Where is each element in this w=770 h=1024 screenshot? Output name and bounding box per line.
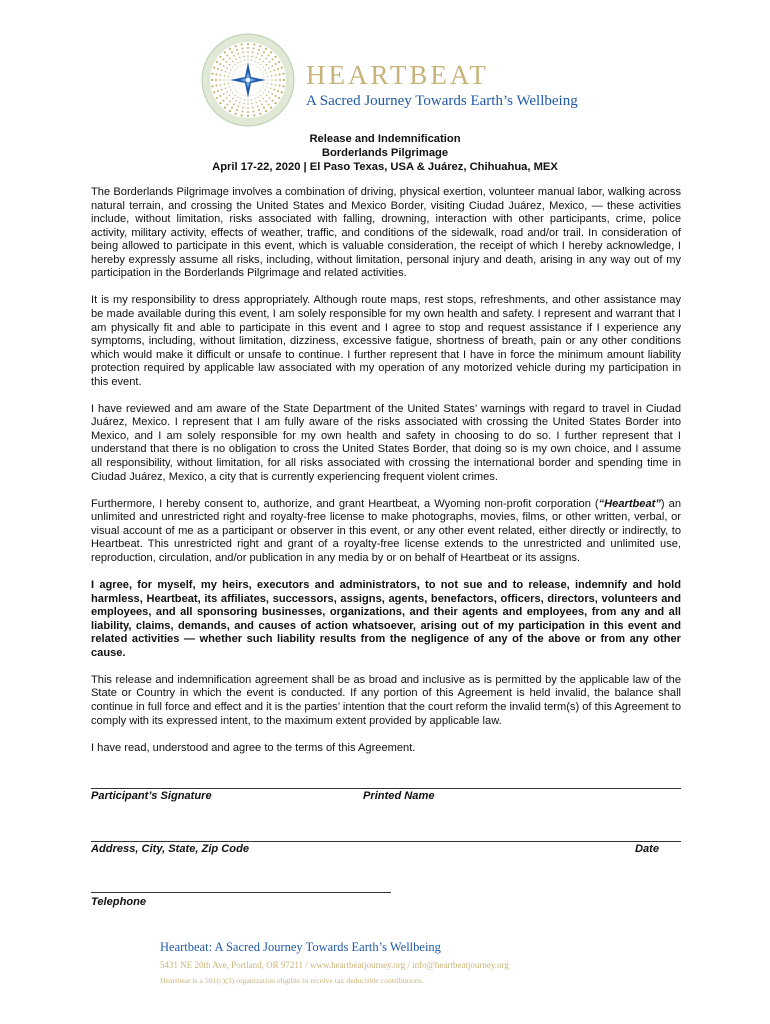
logo-ray-dot <box>219 56 221 58</box>
logo-ray-dot <box>237 67 238 68</box>
logo-ray-dot <box>235 100 237 102</box>
logo-ray-dot <box>219 63 221 65</box>
date-label: Date <box>635 843 660 855</box>
logo-ray-dot <box>263 74 264 75</box>
logo-ray-dot <box>216 61 218 63</box>
paragraph-risks: The Borderlands Pilgrimage involves a combination of driving, physical exertion, volunteer manual labor, walking across natural terrain, and crossing the United States and Mexico Border, visiting Ciudad Juárez, Mexico, — these activities include, without limitation, risks associated with falling, drowning, interaction with other participants, crime, police activity, military activity, effects of weather, traffic, and conditions of the sidewalk, road and/or trail. In consideration of being allowed to participate in this event, which is valuable consideration, the receipt of which I hereby acknowledge, I hereby expressly assume all risks, including, without limitation, personal injury and death, arising in any way out of my participation in the Borderlands Pilgrimage and related activities. <box>91 186 681 280</box>
logo-ray-dot <box>281 91 283 93</box>
footer-contact: 5431 NE 20th Ave, Portland, OR 97211 / www.heartbeatjourney.org / info@heartbeatjourney.org <box>160 960 509 970</box>
logo-ray-dot <box>247 47 249 49</box>
logo-ray-dot <box>274 56 276 58</box>
logo-ray-dot <box>247 99 248 100</box>
logo-ray-dot <box>253 64 254 65</box>
logo-ray-dot <box>230 69 231 70</box>
paragraph-media-license <box>91 498 681 566</box>
logo-ray-dot <box>215 73 217 75</box>
logo-ray-dot <box>235 45 237 47</box>
logo-ray-dot <box>223 93 225 95</box>
logo-ray-dot <box>247 115 249 117</box>
logo-ray-dot <box>247 43 249 45</box>
logo-ray-dot <box>268 67 270 69</box>
logo-ray-dot <box>268 91 270 93</box>
logo-ray-dot <box>215 79 217 81</box>
logo-ray-dot <box>239 102 241 104</box>
logo-ray-dot <box>257 53 259 55</box>
logo-ray-dot <box>263 77 264 78</box>
logo-ray-dot <box>260 69 261 70</box>
logo-ray-dot <box>261 55 263 57</box>
logo-ray-dot <box>234 72 235 73</box>
logo-ray-dot <box>253 95 254 96</box>
logo-ray-dot <box>225 71 227 73</box>
license-text-start: Furthermore, I hereby consent to, authorize, and grant Heartbeat, a Wyoming non-profit corporation ( <box>91 497 599 510</box>
logo-ray-dot <box>275 84 277 86</box>
logo-ray-dot <box>258 109 260 111</box>
logo-ray-dot <box>243 56 245 58</box>
logo-ray-dot <box>215 85 217 87</box>
address-line[interactable] <box>91 841 681 842</box>
logo-ray-dot <box>247 51 249 53</box>
footer-org-name: Heartbeat: A Sacred Journey Towards Earth’s Wellbeing <box>160 940 441 954</box>
logo-ray-dot <box>235 69 236 70</box>
logo-ray-dot <box>239 57 241 59</box>
logo-ray-dot <box>228 76 229 77</box>
logo-ray-dot <box>266 95 268 97</box>
logo-ray-dot <box>219 95 221 97</box>
logo-ray-dot <box>229 48 231 50</box>
logo-ray-dot <box>257 97 258 98</box>
logo-ray-dot <box>235 95 236 96</box>
telephone-label: Telephone <box>91 896 147 908</box>
logo-ray-dot <box>232 92 233 93</box>
logo-ray-dot <box>281 67 283 69</box>
logo-ray-dot <box>236 109 238 111</box>
logo-ray-dot <box>260 90 261 91</box>
logo-ray-dot <box>259 45 261 47</box>
logo-ray-dot <box>271 79 273 81</box>
signature-line[interactable] <box>91 788 681 789</box>
logo-ray-dot <box>232 98 234 100</box>
logo-ray-dot <box>266 64 268 66</box>
logo-ray-dot <box>266 86 267 87</box>
logo-ray-dot <box>213 91 215 93</box>
logo-ray-dot <box>265 48 267 50</box>
logo-ray-dot <box>265 89 266 90</box>
logo-ray-dot <box>241 110 243 112</box>
logo-ray-dot <box>242 64 243 65</box>
logo-ray-dot <box>237 62 238 63</box>
logo-ray-dot <box>224 83 226 85</box>
logo-ray-dot <box>258 67 259 68</box>
logo-ray-dot <box>268 103 270 105</box>
logo-tagline: A Sacred Journey Towards Earth’s Wellbeing <box>306 93 578 109</box>
paragraph-border-warning: I have reviewed and am aware of the State Department of the United States’ warnings with regard to travel in Ciudad Juárez, Mexico. I represent that I am fully aware of the risks associated with crossing the United States Border into Mexico, and I am solely responsible for my own health and safety in choosing to do so. I further represent that I understand that there is no obligation to cross the United States Border, that doing so is my own choice, and I assume all responsibility, without limitation, for all risks associated with crossing the international border and spending time in Ciudad Juárez, Mexico, a city that is currently experiencing frequent violent crimes. <box>91 402 681 483</box>
logo-ray-dot <box>263 92 264 93</box>
logo-ray-dot <box>229 101 231 103</box>
logo-ray-dot <box>273 70 275 72</box>
logo-ray-dot <box>229 95 231 97</box>
logo-ray-dot <box>259 58 261 60</box>
logo-ray-dot <box>252 52 254 54</box>
logo-ray-dot <box>268 54 270 56</box>
logo-ray-dot <box>263 85 264 86</box>
logo-ray-dot <box>226 97 228 99</box>
logo-ray-dot <box>219 79 221 81</box>
logo-ray-dot <box>274 102 276 104</box>
logo-ray-dot <box>282 73 284 75</box>
logo-title: HEARTBEAT <box>306 60 489 90</box>
logo-ray-dot <box>275 63 277 65</box>
paragraph-release-indemnify: I agree, for myself, my heirs, executors and administrators, to not sue and to release, indemnify and hold harmless, Heartbeat, its affiliates, successors, assigns, agents, benefactors, officers, directors, volunteers and employees, and all sponsoring businesses, organizations, and their agents and employees, from any and all liability, claims, demands, and causes of action whatsoever, arising out of my participation in this event and related activities — whether such liability results from the negligence of any of the above or from any other cause. <box>91 579 681 659</box>
logo-ray-dot <box>232 74 233 75</box>
logo-ray-dot <box>232 77 233 78</box>
logo-ray-dot <box>254 61 255 62</box>
logo-ray-dot <box>250 64 251 65</box>
logo-ray-dot <box>238 53 240 55</box>
logo-ray-dot <box>241 114 243 116</box>
logo-ray-dot <box>217 68 219 70</box>
logo-ray-dot <box>263 107 265 109</box>
logo-ray-dot <box>241 98 242 99</box>
logo-ray-dot <box>238 105 240 107</box>
logo-ray-dot <box>211 79 213 81</box>
logo-ray-dot <box>240 66 241 67</box>
logo-ray-dot <box>234 88 235 89</box>
logo-ray-dot <box>255 57 257 59</box>
logo-ray-dot <box>278 73 280 75</box>
logo-ray-dot <box>231 107 233 109</box>
logo-ray-dot <box>271 75 273 77</box>
logo-ray-dot <box>260 95 261 96</box>
logo-ray-dot <box>271 83 273 85</box>
logo-ray-dot <box>253 43 255 45</box>
logo-ray-dot <box>235 58 237 60</box>
logo-ray-dot <box>270 106 272 108</box>
logo-ray-dot <box>219 102 221 104</box>
logo-ray-dot <box>267 76 268 77</box>
logo-ray-dot <box>273 89 275 91</box>
footer-tax-note: Heartbeat is a 501(c)(3) organization eligible to receive tax deductible contributions. <box>160 976 424 985</box>
logo-ray-dot <box>247 103 249 105</box>
logo-ray-dot <box>263 67 264 68</box>
logo-ray-dot <box>223 79 225 81</box>
logo-ray-dot <box>261 88 262 89</box>
logo-ray-dot <box>229 73 230 74</box>
logo-ray-dot <box>216 97 218 99</box>
logo-ray-dot <box>251 99 252 100</box>
logo-ray-dot <box>278 85 280 87</box>
logo-ray-dot <box>247 111 249 113</box>
logo-ray-dot <box>253 110 255 112</box>
event-name: Borderlands Pilgrimage <box>321 147 449 159</box>
logo-ray-dot <box>221 89 223 91</box>
logo-ray-dot <box>235 113 237 115</box>
logo-ray-dot <box>240 93 241 94</box>
logo-ray-dot <box>252 107 254 109</box>
logo-ray-dot <box>271 58 273 60</box>
logo-ray-dot <box>259 113 261 115</box>
logo-ray-dot <box>213 67 215 69</box>
logo <box>200 32 600 112</box>
logo-ray-dot <box>232 82 233 83</box>
logo-ray-dot <box>258 92 259 93</box>
logo-ray-dot <box>217 90 219 92</box>
logo-ray-dot <box>267 79 268 80</box>
logo-ray-dot <box>270 71 272 73</box>
participant-signature-label: Participant’s Signature <box>91 790 212 802</box>
logo-ray-dot <box>254 98 255 99</box>
logo-ray-dot <box>265 110 267 112</box>
logo-ray-dot <box>269 61 271 63</box>
logo-ray-dot <box>224 106 226 108</box>
logo-ray-dot <box>225 87 227 89</box>
logo-ray-dot <box>256 93 257 94</box>
logo-ray-dot <box>220 84 222 86</box>
logo-ray-dot <box>256 66 257 67</box>
logo-ray-dot <box>258 49 260 51</box>
logo-ray-dot <box>241 47 243 49</box>
license-text-end: ) an unlimited and unrestricted right and royalty-free license to make photographs, movies, films, or other written, verbal, or visual account of me as a participant or observer in this event, or any other event related, either directly or indirectly, to Heartbeat. This unrestricted right and grant of a royalty-free license extends to the unrestricted and unlimited use, reproduction, circulation, and/or publication in any media by or on behalf of Heartbeat or its assigns. <box>91 497 681 564</box>
logo-ray-dot <box>226 91 228 93</box>
logo-ray-dot <box>232 85 233 86</box>
logo-ray-dot <box>242 52 244 54</box>
logo-ray-dot <box>266 73 267 74</box>
telephone-line[interactable] <box>91 892 391 893</box>
logo-ray-dot <box>279 79 281 81</box>
logo-ray-dot <box>270 87 272 89</box>
logo-ray-dot <box>251 103 253 105</box>
logo-ray-dot <box>242 95 243 96</box>
logo-ray-dot <box>241 61 242 62</box>
logo-ray-dot <box>223 65 225 67</box>
logo-ray-dot <box>261 72 262 73</box>
logo-ray-dot <box>231 51 233 53</box>
logo-ray-dot <box>282 85 284 87</box>
logo-ray-dot <box>255 102 257 104</box>
logo-ray-dot <box>229 86 230 87</box>
logo-ray-dot <box>211 73 213 75</box>
logo-ray-dot <box>277 68 279 70</box>
event-dates-location: April 17-22, 2020 | El Paso Texas, USA & Juárez, Chihuahua, MEX <box>212 161 558 173</box>
logo-ray-dot <box>229 58 231 60</box>
logo-ray-dot <box>259 100 261 102</box>
heartbeat-defined-term: “Heartbeat” <box>598 497 661 510</box>
paragraph-acknowledgement: I have read, understood and agree to the terms of this Agreement. <box>91 741 416 754</box>
logo-ray-dot <box>277 90 279 92</box>
paragraph-responsibility: It is my responsibility to dress appropriately. Although route maps, rest stops, refreshments, and other assistance may be made available during this event, I am solely responsible for my own health and safety. I represent and warrant that I am physically fit and able to participate in this event and I agree to stop and request assistance if I experience any symptoms, including, without limitation, dizziness, excessive fatigue, shortness of breath, pain or any other conditions which would make it difficult or unsafe to continue. I further represent that I have in force the minimum amount liability protection required by applicable law associated with my operation of any motorized vehicle during my participation in this event. <box>91 294 681 388</box>
logo-ray-dot <box>233 103 235 105</box>
logo-ray-dot <box>220 74 222 76</box>
logo-ray-dot <box>228 83 229 84</box>
logo-ray-dot <box>237 92 238 93</box>
logo-ray-dot <box>247 55 249 57</box>
logo-ray-dot <box>283 79 285 81</box>
logo-ray-dot <box>236 49 238 51</box>
paragraph-governing-law: This release and indemnification agreement shall be as broad and inclusive as is permitted by the applicable law of the State or Country in which the event is conducted. If any portion of this Agreement is held invalid, the balance shall continue in full force and effect and it is the parties’ intention that the court reform the invalid term(s) of this Agreement to comply with its expressed intent, to the maximum extent provided by applicable law. <box>91 673 681 727</box>
logo-ray-dot <box>211 85 213 87</box>
logo-ray-dot <box>244 99 245 100</box>
logo-ray-dot <box>278 97 280 99</box>
footer <box>160 940 660 985</box>
logo-ray-dot <box>257 62 258 63</box>
logo-ray-dot <box>260 64 261 65</box>
logo-ray-dot <box>233 55 235 57</box>
logo-ray-dot <box>224 75 226 77</box>
logo-ray-dot <box>275 95 277 97</box>
logo-ray-dot <box>275 79 277 81</box>
logo-ray-dot <box>244 60 245 61</box>
logo-ray-dot <box>229 110 231 112</box>
logo-ray-dot <box>265 58 267 60</box>
agreement-body <box>91 186 681 769</box>
logo-ray-dot <box>226 61 228 63</box>
logo-ray-dot <box>226 54 228 56</box>
logo-ray-dot <box>251 56 253 58</box>
logo-ray-dot <box>242 107 244 109</box>
logo-ray-dot <box>247 59 248 60</box>
logo-ray-dot <box>271 93 273 95</box>
logo-ray-dot <box>224 51 226 53</box>
logo-ray-dot <box>261 103 263 105</box>
logo-ray-dot <box>271 65 273 67</box>
logo-ray-dot <box>267 83 268 84</box>
address-label: Address, City, State, Zip Code <box>91 843 250 855</box>
heartbeat-star-logo-icon <box>200 32 296 128</box>
logo-ray-dot <box>263 82 264 83</box>
logo-ray-dot <box>275 74 277 76</box>
logo-ray-dot <box>235 64 236 65</box>
logo-ray-dot <box>263 98 265 100</box>
logo-ray-dot <box>226 103 228 105</box>
logo-ray-dot <box>227 79 228 80</box>
logo-ray-dot <box>243 103 245 105</box>
logo-ray-dot <box>263 51 265 53</box>
logo-ray-dot <box>278 61 280 63</box>
logo-ray-dot <box>251 60 252 61</box>
logo-ray-dot <box>270 51 272 53</box>
logo-ray-dot <box>235 90 236 91</box>
document-title: Release and Indemnification <box>309 133 461 145</box>
logo-ray-dot <box>226 67 228 69</box>
logo-ray-dot <box>241 43 243 45</box>
logo-ray-dot <box>229 64 231 66</box>
logo-ray-dot <box>265 69 266 70</box>
logo-ray-dot <box>245 95 246 96</box>
logo-ray-dot <box>269 97 271 99</box>
printed-name-label: Printed Name <box>363 790 435 802</box>
logo-ray-dot <box>271 100 273 102</box>
logo-ray-dot <box>257 105 259 107</box>
logo-ray-dot <box>232 67 233 68</box>
logo-ray-dot <box>237 97 238 98</box>
logo-ray-dot <box>232 61 234 63</box>
logo-ray-dot <box>253 114 255 116</box>
logo-ray-dot <box>265 101 267 103</box>
logo-ray-dot <box>253 47 255 49</box>
logo-ray-dot <box>263 61 265 63</box>
logo-ray-dot <box>222 58 224 60</box>
logo-ray-dot <box>250 95 251 96</box>
logo-ray-dot <box>230 89 231 90</box>
logo-ray-dot <box>222 100 224 102</box>
logo-ray-dot <box>245 64 246 65</box>
logo-ray-dot <box>247 107 249 109</box>
logo-ray-dot <box>221 70 223 72</box>
